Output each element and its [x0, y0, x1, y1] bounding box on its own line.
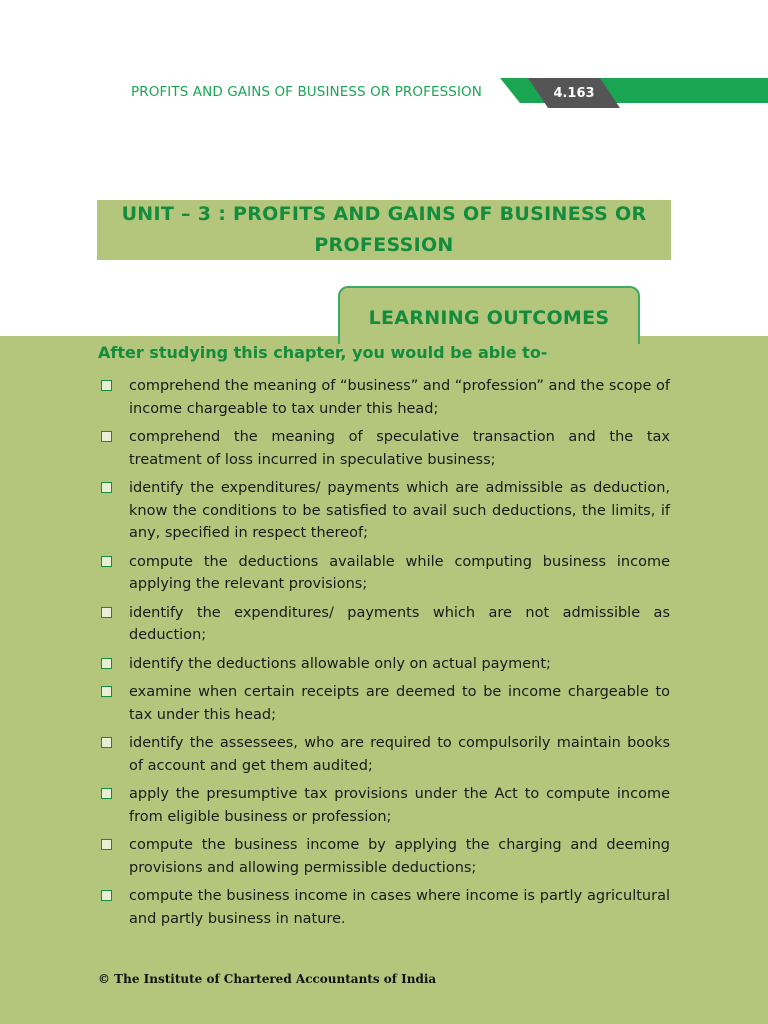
checkbox-bullet-icon [101, 686, 112, 697]
checkbox-bullet-icon [101, 556, 112, 567]
list-item-text: comprehend the meaning of speculative transaction and the tax treatment of loss incurred in speculative business; [129, 429, 670, 468]
list-item-text: compute the business income by applying the charging and deeming provisions and allowing permissible deductions; [129, 837, 670, 876]
unit-title [122, 199, 647, 261]
list-item [97, 834, 670, 879]
checkbox-bullet-icon [101, 737, 112, 748]
learning-outcomes-intro: After studying this chapter, you would be able to- [98, 343, 548, 362]
list-item [97, 375, 670, 420]
running-header-title: PROFITS AND GAINS OF BUSINESS OR PROFESSION [131, 84, 482, 100]
list-item-text: examine when certain receipts are deemed to be income chargeable to tax under this head; [129, 684, 670, 723]
list-item-text: compute the business income in cases where income is partly agricultural and partly business in nature. [129, 888, 670, 927]
list-item-text: compute the deductions available while computing business income applying the relevant provisions; [129, 553, 670, 592]
checkbox-bullet-icon [101, 431, 112, 442]
learning-outcomes-heading: LEARNING OUTCOMES [368, 307, 610, 329]
list-item-text: apply the presumptive tax provisions under the Act to compute income from eligible business or profession; [129, 786, 670, 825]
unit-title-box [97, 200, 671, 260]
list-item [97, 732, 670, 777]
checkbox-bullet-icon [101, 839, 112, 850]
list-item [97, 477, 670, 545]
checkbox-bullet-icon [101, 788, 112, 799]
list-item [97, 681, 670, 726]
copyright-footer: © The Institute of Chartered Accountants of India [98, 972, 437, 986]
learning-outcomes-list [97, 375, 670, 936]
list-item-text: identify the assessees, who are required to compulsorily maintain books of account and get them audited; [129, 735, 670, 774]
list-item-text: identify the deductions allowable only on actual payment; [129, 655, 551, 672]
list-item [97, 551, 670, 596]
list-item [97, 426, 670, 471]
checkbox-bullet-icon [101, 658, 112, 669]
list-item-text: identify the expenditures/ payments which are admissible as deduction, know the conditions to be satisfied to avail such deductions, the limits, if any, specified in respect thereof; [129, 480, 670, 541]
checkbox-bullet-icon [101, 607, 112, 618]
checkbox-bullet-icon [101, 482, 112, 493]
list-item-text: identify the expenditures/ payments which are not admissible as deduction; [129, 604, 670, 643]
unit-title-line-2: PROFESSION [314, 234, 454, 256]
checkbox-bullet-icon [101, 890, 112, 901]
list-item [97, 653, 670, 676]
list-item [97, 602, 670, 647]
checkbox-bullet-icon [101, 380, 112, 391]
page-number: 4.163 [553, 85, 595, 101]
unit-title-line-1: UNIT – 3 : PROFITS AND GAINS OF BUSINESS OR [121, 203, 647, 225]
list-item [97, 885, 670, 930]
list-item [97, 783, 670, 828]
list-item-text: comprehend the meaning of “business” and “profession” and the scope of income chargeable to tax under this head; [129, 378, 670, 417]
